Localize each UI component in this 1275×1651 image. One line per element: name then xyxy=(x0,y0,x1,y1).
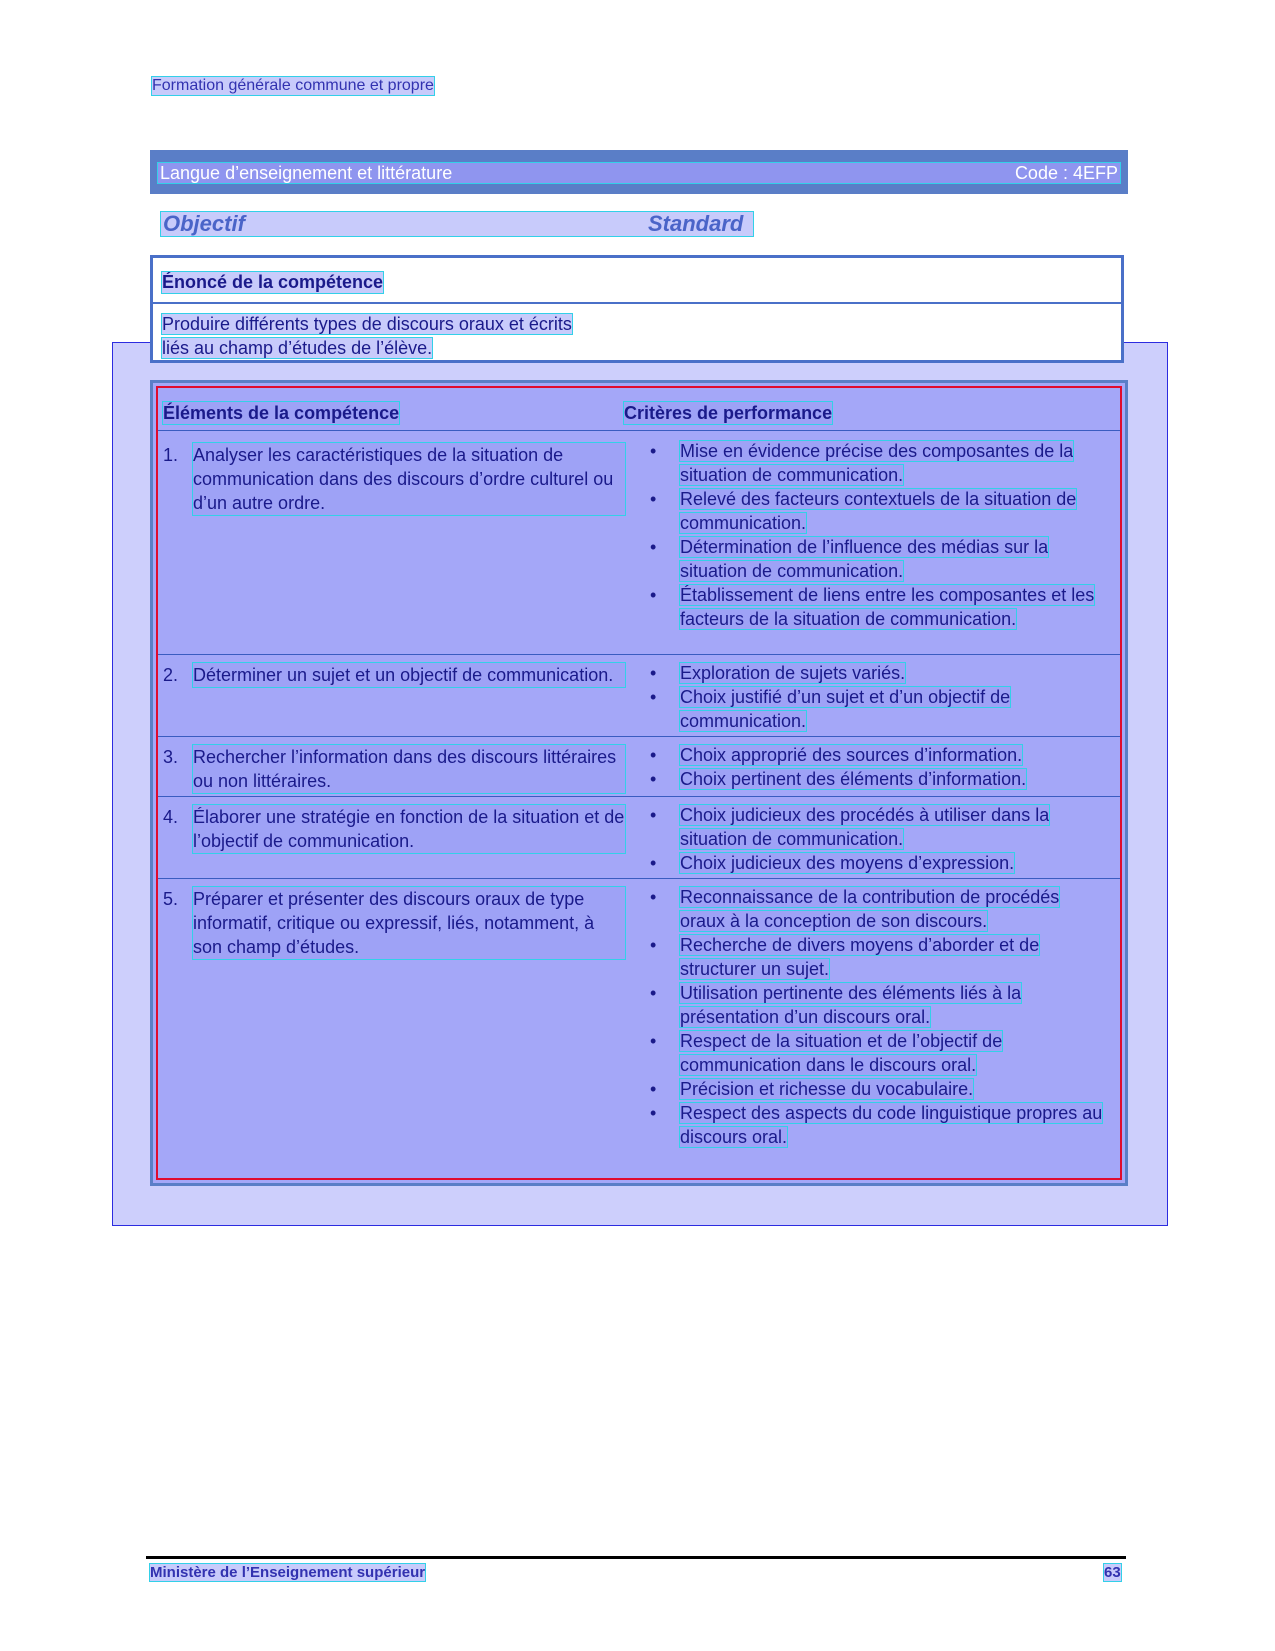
element-text: Déterminer un sujet et un objectif de communication. xyxy=(193,663,625,687)
criteria-cell xyxy=(650,885,1106,1149)
column-header-elements: Éléments de la compétence xyxy=(163,403,400,423)
bullet-icon: • xyxy=(650,935,657,955)
bullet-icon: • xyxy=(650,853,657,873)
course-title: Langue d’enseignement et littérature xyxy=(160,163,453,183)
criteria-item: • Reconnaissance de la contribution de procédés oraux à la conception de son discours. xyxy=(650,887,1060,931)
criteria-item: • Respect de la situation et de l’objectif de communication dans le discours oral. xyxy=(650,1031,1003,1075)
criteria-cell xyxy=(650,803,1106,875)
competence-box xyxy=(150,255,1124,363)
competence-title-row xyxy=(153,258,1121,304)
bullet-icon: • xyxy=(650,441,657,461)
title-bar-text-region xyxy=(158,163,1120,183)
element-text: Élaborer une stratégie en fonction de la situation et de l’objectif de communication. xyxy=(193,807,625,851)
competence-table xyxy=(150,380,1128,1186)
element-number: 3. xyxy=(163,747,179,767)
criteria-item: • Choix justifié d’un sujet et d’un objectif de communication. xyxy=(650,687,1011,731)
bullet-icon: • xyxy=(650,537,657,557)
criteria-cell xyxy=(650,661,1106,733)
criteria-item: • Choix judicieux des moyens d’expression. xyxy=(650,853,1015,873)
bullet-icon: • xyxy=(650,1079,657,1099)
footer-rule xyxy=(146,1556,1126,1559)
bullet-icon: • xyxy=(650,805,657,825)
table-row xyxy=(158,736,1120,797)
criteria-item: • Précision et richesse du vocabulaire. xyxy=(650,1079,974,1099)
subheader-standard: Standard xyxy=(648,211,744,236)
bullet-icon: • xyxy=(650,585,657,605)
element-text: Analyser les caractéristiques de la situation de communication dans des discours d’ordre culturel ou d’un autre ordre. xyxy=(193,443,625,515)
competence-text xyxy=(162,312,572,360)
criteria-item: • Relevé des facteurs contextuels de la situation de communication. xyxy=(650,489,1077,533)
table-row xyxy=(158,654,1120,737)
criteria-item: • Établissement de liens entre les composantes et les facteurs de la situation de communication. xyxy=(650,585,1095,629)
criteria-item: • Choix judicieux des procédés à utiliser dans la situation de communication. xyxy=(650,805,1050,849)
bullet-icon: • xyxy=(650,1103,657,1123)
title-bar xyxy=(150,150,1128,194)
competence-title: Énoncé de la compétence xyxy=(162,272,384,292)
course-code: Code : 4EFP xyxy=(1014,163,1118,183)
bullet-icon: • xyxy=(650,1031,657,1051)
page-number: 63 xyxy=(1104,1564,1121,1581)
footer-ministry: Ministère de l’Enseignement supérieur xyxy=(150,1564,426,1581)
bullet-icon: • xyxy=(650,769,657,789)
competence-statement: Produire différents types de discours oraux et écrits liés au champ d’études de l’élève. xyxy=(162,314,572,358)
element-number: 5. xyxy=(163,889,179,909)
bullet-icon: • xyxy=(650,663,657,683)
column-header-criteria: Critères de performance xyxy=(624,403,833,423)
page-header: Formation générale commune et propre xyxy=(152,77,434,94)
competence-table-inner xyxy=(156,386,1122,1180)
element-number: 1. xyxy=(163,445,179,465)
criteria-item: • Recherche de divers moyens d’aborder et de structurer un sujet. xyxy=(650,935,1040,979)
element-number: 4. xyxy=(163,807,179,827)
element-text: Rechercher l’information dans des discours littéraires ou non littéraires. xyxy=(193,745,625,793)
bullet-icon: • xyxy=(650,983,657,1003)
criteria-item: • Choix pertinent des éléments d’information. xyxy=(650,769,1027,789)
subheader xyxy=(161,212,753,236)
subheader-objective: Objectif xyxy=(163,211,245,236)
criteria-item: • Utilisation pertinente des éléments liés à la présentation d’un discours oral. xyxy=(650,983,1022,1027)
element-text: Préparer et présenter des discours oraux de type informatif, critique ou expressif, liés, notamment, à son champ d’études. xyxy=(193,887,625,959)
criteria-item: • Respect des aspects du code linguistique propres au discours oral. xyxy=(650,1103,1103,1147)
bullet-icon: • xyxy=(650,687,657,707)
criteria-item: • Détermination de l’influence des médias sur la situation de communication. xyxy=(650,537,1049,581)
criteria-item: • Exploration de sujets variés. xyxy=(650,663,906,683)
table-row xyxy=(158,430,1120,655)
criteria-item: • Mise en évidence précise des composantes de la situation de communication. xyxy=(650,441,1074,485)
table-row xyxy=(158,878,1120,1177)
criteria-cell xyxy=(650,439,1106,631)
bullet-icon: • xyxy=(650,745,657,765)
bullet-icon: • xyxy=(650,887,657,907)
criteria-cell xyxy=(650,743,1106,791)
element-number: 2. xyxy=(163,665,179,685)
table-row xyxy=(158,796,1120,879)
criteria-item: • Choix approprié des sources d’information. xyxy=(650,745,1023,765)
bullet-icon: • xyxy=(650,489,657,509)
